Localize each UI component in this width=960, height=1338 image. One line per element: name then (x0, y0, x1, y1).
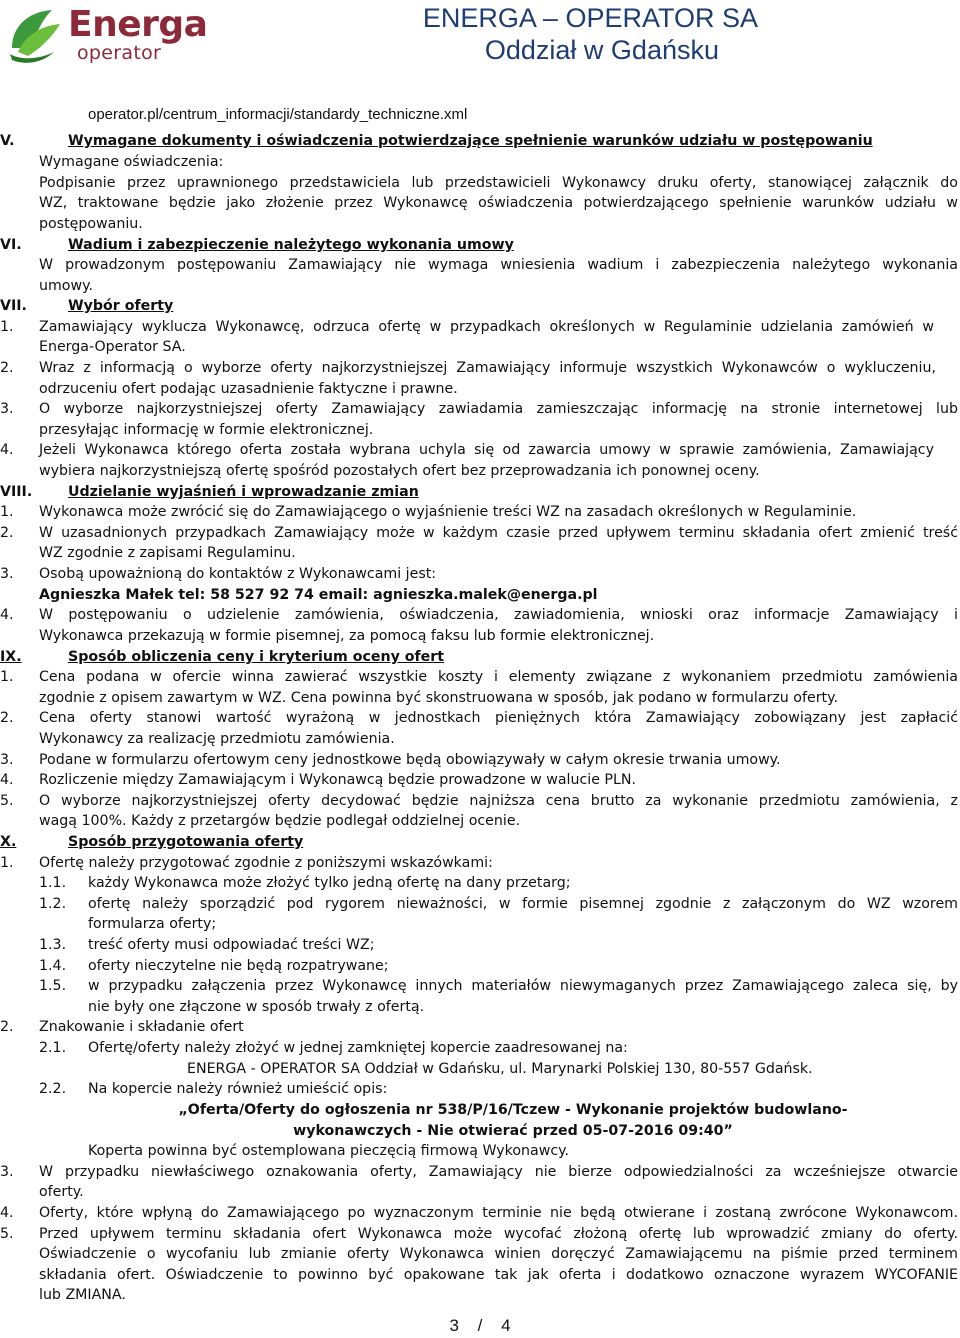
subitem-number: 1.3. (39, 937, 67, 953)
subitem-number: 1.4. (39, 958, 67, 974)
item-number: 1. (0, 504, 14, 520)
subitem-number: 1.2. (39, 896, 67, 912)
paragraph-line: zgodnie z opisem zawartym w WZ. Cena powinna być skonstruowana w sposób, jak podano w formularzu oferty. (39, 690, 838, 706)
paragraph-line: Oświadczenie o wycofaniu lub zmianie oferty Wykonawca winien doręczyć Zamawiającemu na piśmie przed terminem (39, 1246, 958, 1262)
section-10-title: Sposób przygotowania oferty (68, 834, 304, 850)
section-8-number: VIII. (0, 484, 33, 500)
paragraph-line: Znakowanie i składanie ofert (39, 1019, 244, 1035)
section-5-number: V. (0, 133, 15, 149)
paragraph-line: Wykonawcy za realizację przedmiotu zamówienia. (39, 731, 395, 747)
section-9-number: IX. (0, 649, 22, 665)
paragraph-line: wagą 100%. Każdy z przetargów będzie podlegał oddzielnej ocenie. (39, 813, 521, 829)
item-number: 2. (0, 360, 14, 376)
logo-subtext: operator (77, 42, 162, 64)
logo-wordmark: Energa (68, 4, 208, 45)
paragraph-line: nie były one złączone w sposób trwały z ofertą. (88, 999, 425, 1015)
item-number: 4. (0, 1205, 14, 1221)
paragraph-line: postępowaniu. (39, 216, 143, 232)
section-6-title: Wadium i zabezpieczenie należytego wykonania umowy (68, 237, 514, 253)
item-number: 3. (0, 1164, 14, 1180)
paragraph-line: Cena oferty stanowi wartość wyrażoną w jednostkach pieniężnych która Zamawiający zobowiązany jest zapłacić (39, 710, 958, 726)
section-7-title: Wybór oferty (68, 298, 174, 314)
subitem-number: 2.2. (39, 1081, 67, 1097)
paragraph-line: O wyborze najkorzystniejszej oferty decydować będzie najniższa cena brutto za wykonanie przedmiotu zamówienia, z (39, 793, 958, 809)
item-number: 5. (0, 793, 14, 809)
item-number: 4. (0, 442, 14, 458)
page-number: 3 / 4 (449, 1316, 511, 1335)
item-number: 1. (0, 319, 14, 335)
item-number: 1. (0, 855, 14, 871)
section-5-title: Wymagane dokumenty i oświadczenia potwierdzające spełnienie warunków udziału w postępowaniu (68, 133, 873, 149)
item-number: 3. (0, 401, 14, 417)
company-branch: Oddział w Gdańsku (484, 35, 719, 65)
company-title: ENERGA – OPERATOR SA (422, 3, 758, 33)
paragraph-line: Podpisanie przez uprawnionego przedstawiciela lub przedstawicieli Wykonawcy druku oferty, stanowiącej załącznik do (39, 175, 958, 191)
item-number: 1. (0, 669, 14, 685)
subitem-number: 1.5. (39, 978, 67, 994)
paragraph-line: Ofertę/oferty należy złożyć w jednej zamkniętej kopercie zaadresowanej na: (88, 1040, 628, 1056)
section-9-title: Sposób obliczenia ceny i kryterium oceny ofert (68, 649, 445, 665)
energa-logo (4, 2, 208, 68)
paragraph-line: wybiera najkorzystniejszą ofertę spośród pozostałych ofert bez przeprowadzania ich ponownej oceny. (39, 463, 760, 479)
page-header (0, 0, 960, 80)
delivery-address: ENERGA - OPERATOR SA Oddział w Gdańsku, ul. Marynarki Polskiej 130, 80-557 Gdańsk. (187, 1061, 813, 1077)
paragraph-line: odrzuceniu ofert podając uzasadnienie faktyczne i prawne. (39, 381, 458, 397)
paragraph-line: WZ, traktowane będzie jako złożenie przez Wykonawcę oświadczenia potwierdzającego spełnienie warunków udziału w (39, 195, 958, 211)
paragraph-line: treść oferty musi odpowiadać treści WZ; (88, 937, 375, 953)
paragraph-line: ofertę należy sporządzić pod rygorem nieważności, w formie pisemnej zgodnie z załączonym do WZ wzorem (88, 896, 958, 912)
section-8-title: Udzielanie wyjaśnień i wprowadzanie zmian (68, 484, 419, 500)
standards-url: operator.pl/centrum_informacji/standardy_techniczne.xml (88, 106, 468, 123)
item-number: 5. (0, 1226, 14, 1242)
paragraph-line: Wykonawca może zwrócić się do Zamawiającego o wyjaśnienie treści WZ na zasadach określonych w Regulaminie. (39, 504, 857, 520)
paragraph-line: Oferty, które wpłyną do Zamawiającego po wyznaczonym terminie nie będą otwierane i zostaną zwrócone Wykonawcom. (39, 1205, 958, 1221)
item-number: 3. (0, 752, 14, 768)
envelope-label-line-1: „Oferta/Oferty do ogłoszenia nr 538/P/16/Tczew - Wykonanie projektów budowlano- (178, 1102, 848, 1118)
subitem-number: 1.1. (39, 875, 67, 891)
paragraph-line: O wyborze najkorzystniejszej oferty Zamawiający zawiadamia zamieszczając informację na stronie internetowej lub (39, 401, 958, 417)
paragraph-line: Osobą upoważnioną do kontaktów z Wykonawcami jest: (39, 566, 437, 582)
item-number: 2. (0, 525, 14, 541)
paragraph-line: składania ofert. Oświadczenie to powinno być opakowane tak jak oferta i dodatkowo oznaczone wyrazem WYCOFANIE (39, 1267, 958, 1283)
paragraph-line: W prowadzonym postępowaniu Zamawiający nie wymaga wniesienia wadium i zabezpieczenia należytego wykonania (39, 257, 958, 273)
paragraph-line: Ofertę należy przygotować zgodnie z poniższymi wskazówkami: (39, 855, 493, 871)
paragraph-line: Wymagane oświadczenia: (39, 154, 224, 170)
paragraph-line: w przypadku załączenia przez Wykonawcę innych materiałów niewymaganych przez Zamawiającego zaleca się, by (88, 978, 958, 994)
item-number: 2. (0, 710, 14, 726)
paragraph-line: oferty. (39, 1184, 84, 1200)
paragraph-line: Na kopercie należy również umieścić opis: (88, 1081, 388, 1097)
subitem-number: 2.1. (39, 1040, 67, 1056)
paragraph-line: każdy Wykonawca może złożyć tylko jedną ofertę na dany przetarg; (88, 875, 571, 891)
leaf-icon (4, 4, 66, 66)
paragraph-line: W przypadku niewłaściwego oznakowania oferty, Zamawiający nie bierze odpowiedzialności za wcześniejsze otwarcie (39, 1164, 958, 1180)
section-10-number: X. (0, 834, 17, 850)
paragraph-line: Przed upływem terminu składania ofert Wykonawca może wycofać złożoną ofertę lub wprowadzić zmiany do oferty. (39, 1226, 958, 1242)
item-number: 4. (0, 607, 14, 623)
paragraph-line: Rozliczenie między Zamawiającym i Wykonawcą będzie prowadzone w walucie PLN. (39, 772, 637, 788)
paragraph-line: lub ZMIANA. (39, 1287, 126, 1303)
paragraph-line: Wykonawca przekazują w formie pisemnej, za pomocą faksu lub formie elektronicznej. (39, 628, 655, 644)
paragraph-line: umowy. (39, 278, 93, 294)
envelope-label-line-2: wykonawczych - Nie otwierać przed 05-07-2016 09:40” (293, 1123, 733, 1139)
paragraph-line: przesyłając informację w formie elektronicznej. (39, 422, 374, 438)
paragraph-line: formularza oferty; (88, 916, 217, 932)
section-7-number: VII. (0, 298, 27, 314)
paragraph-line: Jeżeli Wykonawca którego oferta została wybrana uchyla się od zawarcia umowy w sprawie zamówienia, Zamawiający (39, 442, 934, 458)
paragraph-line: W uzasadnionych przypadkach Zamawiający może w każdym czasie przed upływem terminu składania ofert zmienić treść (39, 525, 958, 541)
paragraph-line: Wraz z informacją o wyborze oferty najkorzystniejszej Zamawiający informuje wszystkich Wykonawców o wykluczeniu, (39, 360, 936, 376)
paragraph-line: WZ zgodnie z zapisami Regulaminu. (39, 545, 296, 561)
paragraph-line: Koperta powinna być ostemplowana pieczęcią firmową Wykonawcy. (88, 1143, 570, 1159)
paragraph-line: W postępowaniu o udzielenie zamówienia, oświadczenia, zawiadomienia, wnioski oraz informacje Zamawiający i (39, 607, 958, 623)
paragraph-line: Cena podana w ofercie winna zawierać wszystkie koszty i elementy związane z wykonaniem przedmiotu zamówienia (39, 669, 958, 685)
paragraph-line: Zamawiający wyklucza Wykonawcę, odrzuca ofertę w przypadkach określonych w Regulaminie udzielania zamówień w (39, 319, 934, 335)
contact-person: Agnieszka Małek tel: 58 527 92 74 email: agnieszka.malek@energa.pl (39, 587, 598, 603)
paragraph-line: Energa-Operator SA. (39, 339, 186, 355)
section-6-number: VI. (0, 237, 22, 253)
paragraph-line: Podane w formularzu ofertowym ceny jednostkowe będą obowiązywały w całym okresie trwania umowy. (39, 752, 781, 768)
paragraph-line: oferty nieczytelne nie będą rozpatrywane; (88, 958, 389, 974)
item-number: 2. (0, 1019, 14, 1035)
item-number: 3. (0, 566, 14, 582)
item-number: 4. (0, 772, 14, 788)
